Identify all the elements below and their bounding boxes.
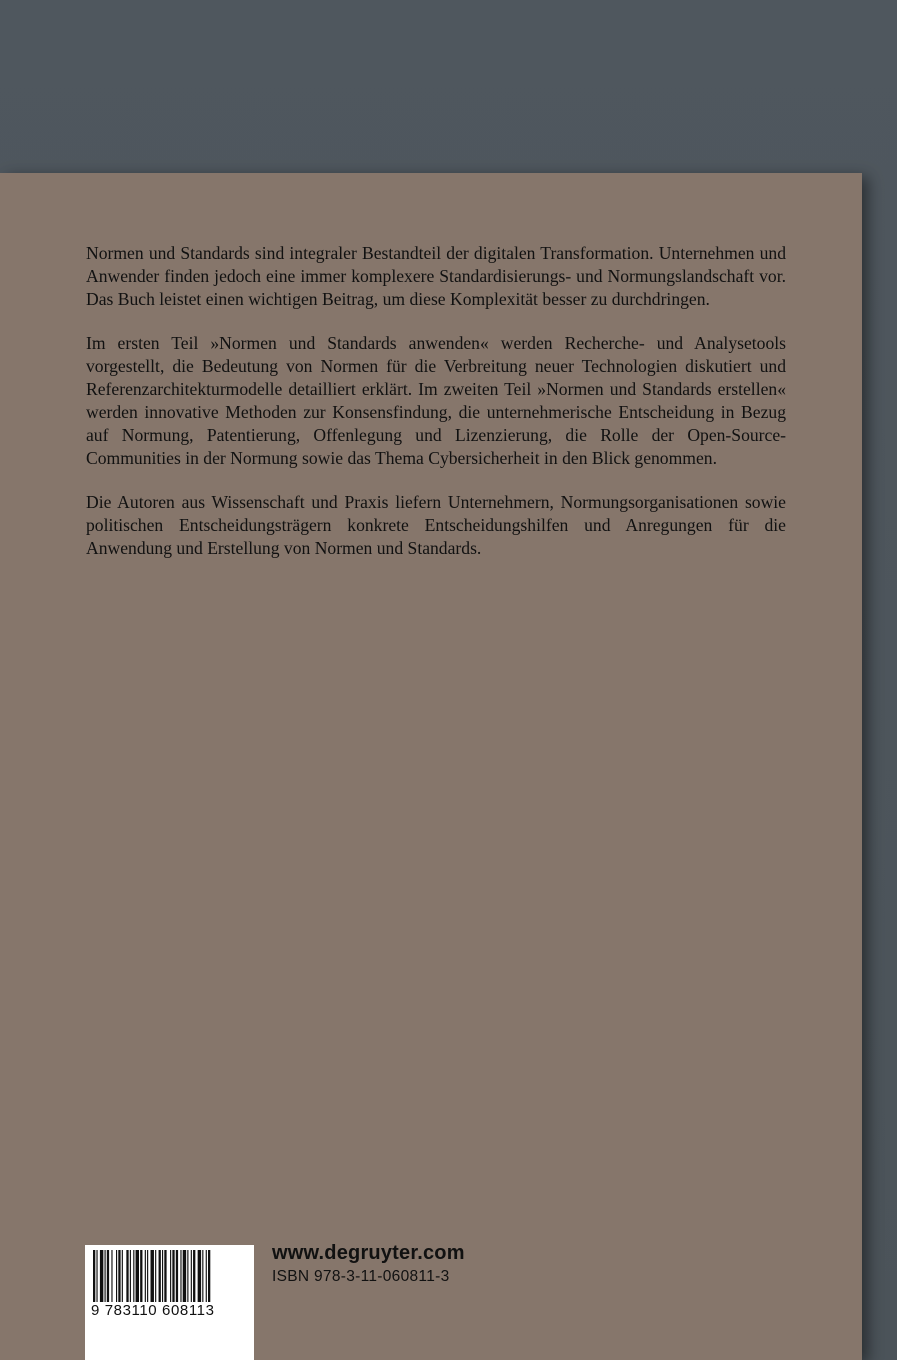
barcode-digits: 9 783110 608113 <box>91 1302 215 1319</box>
blurb-text <box>86 242 786 581</box>
barcode-bars-icon <box>93 1250 247 1302</box>
isbn-number: ISBN 978-3-11-060811-3 <box>272 1268 450 1285</box>
publisher-url[interactable]: www.degruyter.com <box>272 1242 465 1264</box>
isbn-barcode <box>85 1245 254 1360</box>
blurb-paragraph-2: Im ersten Teil »Normen und Standards anwenden« werden Recherche- und Analysetools vorgestellt, die Bedeutung von Normen für die Verbreitung neuer Technologien diskutiert und Referenzarchitekturmodelle detailliert erklärt. Im zweiten Teil »Normen und Standards erstellen« werden innovative Methoden zur Konsensfindung, die unternehmerische Entscheidung in Bezug auf Normung, Patentierung, Offenlegung und Lizenzierung, die Rolle der Open-Source-Communities in der Normung sowie das Thema Cybersicherheit in den Blick genommen. <box>86 333 786 468</box>
blurb-paragraph-3: Die Autoren aus Wissenschaft und Praxis liefern Unternehmern, Normungsorganisationen sowie politischen Entscheidungsträgern konkrete Entscheidungshilfen und Anregungen für die Anwendung und Erstellung von Normen und Standards. <box>86 492 786 558</box>
blurb-paragraph-1: Normen und Standards sind integraler Bestandteil der digitalen Transformation. Unternehmen und Anwender finden jedoch eine immer komplexere Standardisierungs- und Normungslandschaft vor. Das Buch leistet einen wichtigen Beitrag, um diese Komplexität besser zu durchdringen. <box>86 243 786 309</box>
